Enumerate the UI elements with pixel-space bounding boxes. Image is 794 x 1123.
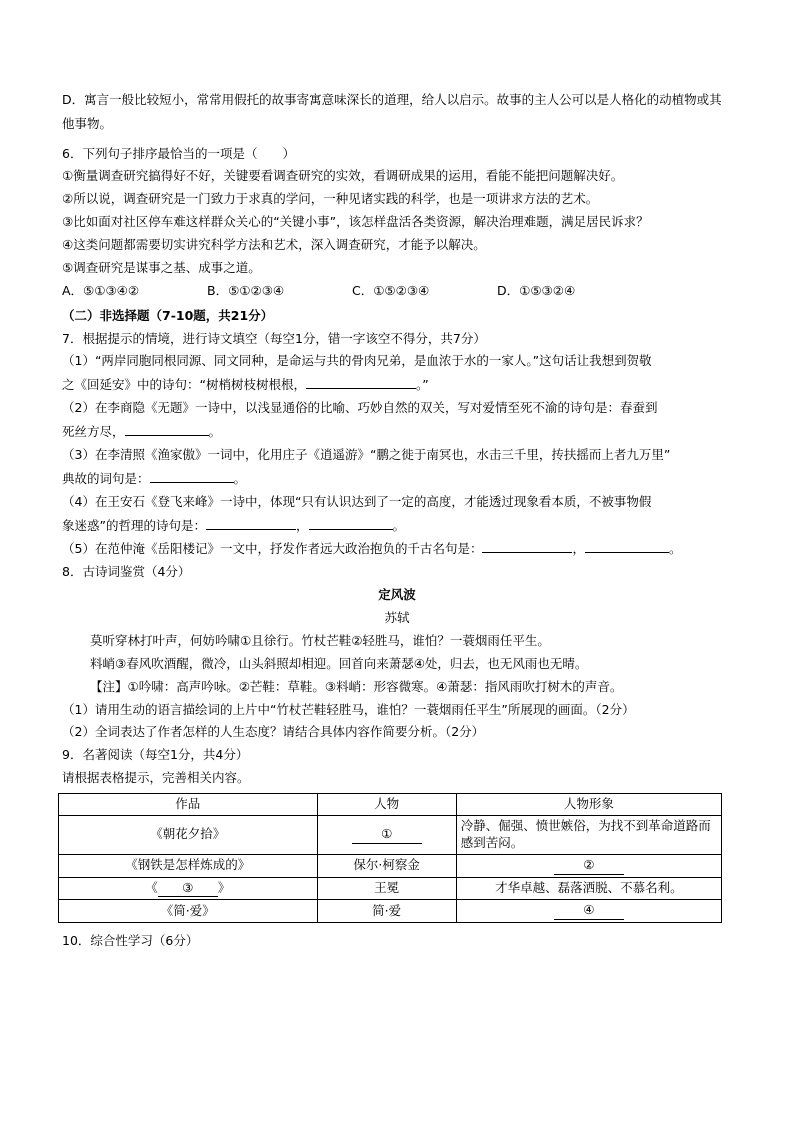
q6-option-b[interactable]: B．⑤①②③④ <box>207 282 285 298</box>
row4-image[interactable]: ④ <box>456 900 721 923</box>
q6-option-c[interactable]: C．①⑤②③④ <box>352 282 430 298</box>
q7-item1-line2: 之《回延安》中的诗句：“树梢树枝树根根， 。” <box>62 377 429 393</box>
section2-title: （二）非选择题（7-10题，共21分） <box>62 307 274 323</box>
row3-person: 王冕 <box>317 877 456 900</box>
table-row <box>59 815 722 854</box>
q6-option-d[interactable]: D．①⑤③②④ <box>497 282 576 298</box>
row3-image: 才华卓越、磊落洒脱、不慕名利。 <box>456 877 721 900</box>
q7-blank-1[interactable] <box>306 376 416 389</box>
exam-page <box>62 88 732 956</box>
q6-sentence-2: ②所以说，调查研究是一门致力于求真的学问，一种见诸实践的科学，也是一项讲求方法的艺术。 <box>62 191 599 207</box>
row2-image[interactable]: ② <box>456 854 721 877</box>
row2-work: 《钢铁是怎样炼成的》 <box>59 854 318 877</box>
table-row <box>59 854 722 877</box>
q7-item1-line1: （1）“两岸同胞同根同源、同文同种，是命运与共的骨肉兄弟，是血浓于水的一家人。”这句话让我想到贺敬 <box>62 353 652 369</box>
poem-author: 苏轼 <box>384 610 410 625</box>
q7-blank-7[interactable] <box>585 540 669 553</box>
q6-sentence-1: ①衡量调查研究搞得好不好，关键要看调查研究的实效，看调研成果的运用，看能不能把问题解决好。 <box>62 168 624 184</box>
q6-sentence-4: ④这类问题都需要切实讲究科学方法和艺术，深入调查研究，才能予以解决。 <box>62 237 486 252</box>
q7-blank-2[interactable] <box>125 423 209 436</box>
q7-blank-4[interactable] <box>206 517 296 530</box>
row1-work: 《朝花夕拾》 <box>59 815 318 854</box>
q9-prompt: 请根据表格提示，完善相关内容。 <box>62 770 250 786</box>
q7-blank-6[interactable] <box>482 540 572 553</box>
q7-item3-line2: 典故的词句是： 。 <box>62 470 247 486</box>
poem-line-2: 料峭③春风吹酒醒，微冷，山头斜照却相迎。回首向来萧瑟④处，归去，也无风雨也无晴。 <box>90 655 588 671</box>
row4-person: 简·爱 <box>317 900 456 923</box>
header-person: 人物 <box>317 794 456 816</box>
poem-note: 【注】①吟啸：高声吟咏。②芒鞋：草鞋。③料峭：形容微寒。④萧瑟：指风雨吹打树木的声音。 <box>90 678 623 694</box>
q7-item3-line1: （3）在李清照《渔家傲》一词中，化用庄子《逍遥游》“鹏之徙于南冥也，水击三千里，抟扶摇而上者九万里” <box>62 446 671 462</box>
row4-work: 《简·爱》 <box>59 900 318 923</box>
q7-item2-line2: 死丝方尽， 。 <box>62 424 222 439</box>
q6-title: 6．下列句子排序最恰当的一项是（ ） <box>62 145 295 161</box>
q6-sentence-3: ③比如面对社区停车难这样群众关心的“关键小事”，该怎样盘活各类资源，解决治理难题，满足居民诉求？ <box>62 214 649 230</box>
row1-person[interactable]: ① <box>317 815 456 854</box>
q6-option-a[interactable]: A．⑤①③④② <box>62 282 140 298</box>
q7-item4-line2: 象迷惑”的哲理的诗句是： ， 。 <box>62 517 406 533</box>
row2-person: 保尔·柯察金 <box>317 854 456 877</box>
q7-blank-5[interactable] <box>309 517 393 530</box>
q8-sub2: （2）全词表达了作者怎样的人生态度？请结合具体内容作简要分析。（2分） <box>62 724 485 740</box>
q7-blank-3[interactable] <box>150 470 234 483</box>
poem-title: 定风波 <box>378 587 416 603</box>
q7-item4-line1: （4）在王安石《登飞来峰》一诗中，体现“只有认识达到了一定的高度，才能透过现象看本质，不被事物假 <box>62 493 652 509</box>
q5-option-d: D．寓言一般比较短小，常常用假托的故事寄寓意味深长的道理，给人以启示。故事的主人公可以是人格化的动植物或其他事物。 <box>62 92 722 131</box>
q6-sentence-5: ⑤调查研究是谋事之基、成事之道。 <box>62 259 261 275</box>
q8-title: 8．古诗词鉴赏（4分） <box>62 564 191 580</box>
q10-title: 10．综合性学习（6分） <box>62 933 199 949</box>
header-work: 作品 <box>59 794 318 816</box>
q6-options <box>62 283 732 300</box>
row3-work[interactable]: 《 ③ 》 <box>59 877 318 900</box>
q9-title: 9．名著阅读（每空1分，共4分） <box>62 747 249 763</box>
q9-table <box>58 793 722 923</box>
q7-item5: （5）在范仲淹《岳阳楼记》一文中，抒发作者远大政治抱负的千古名句是： ， 。 <box>62 541 682 557</box>
q7-item2-line1: （2）在李商隐《无题》一诗中，以浅显通俗的比喻、巧妙自然的双关，写对爱情至死不渝的诗句是：春蚕到 <box>62 400 658 416</box>
table-row <box>59 900 722 923</box>
table-header-row <box>59 794 722 816</box>
header-image: 人物形象 <box>456 794 721 816</box>
row1-image: 冷静、倔强、愤世嫉俗，为找不到革命道路而感到苦闷。 <box>456 815 721 854</box>
table-row <box>59 877 722 900</box>
q7-title: 7．根据提示的情境，进行诗文填空（每空1分，错一字该空不得分，共7分） <box>62 330 486 346</box>
q8-sub1: （1）请用生动的语言描绘词的上片中“竹杖芒鞋轻胜马，谁怕？一蓑烟雨任平生”所展现的画面。（2分） <box>62 701 635 717</box>
poem-line-1: 莫听穿林打叶声，何妨吟啸①且徐行。竹杖芒鞋②轻胜马，谁怕？一蓑烟雨任平生。 <box>90 632 550 648</box>
